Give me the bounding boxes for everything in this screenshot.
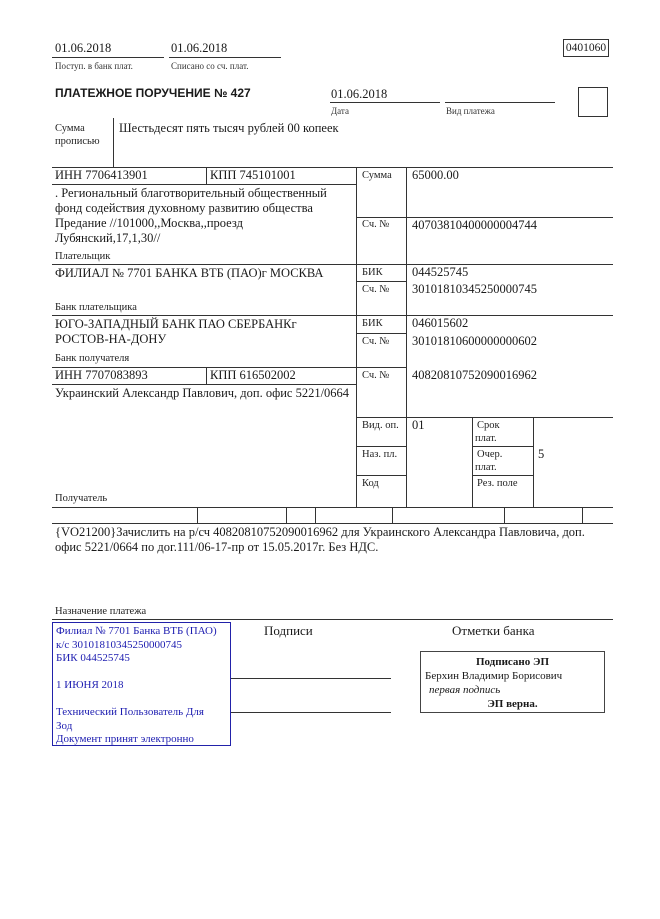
received-date-line (52, 57, 164, 58)
ocher-label: Очер. (477, 449, 503, 460)
grid-line (52, 264, 613, 265)
digital-signature-box (420, 651, 605, 713)
ocher-value: 5 (538, 447, 545, 461)
recipient-bank-label: Банк получателя (55, 353, 130, 364)
payer-inn: ИНН 7706413901 (55, 168, 148, 182)
signed-title: Подписано ЭП (475, 656, 550, 668)
stamp-line: БИК 044525745 (56, 652, 130, 664)
amount-words-divider (113, 118, 114, 168)
tax-field-divider (315, 507, 316, 523)
form-code-box: 0401060 (563, 39, 609, 57)
tax-field-divider (504, 507, 505, 523)
stamp-spacer (56, 693, 227, 707)
payment-type-label: Вид платежа (446, 106, 495, 116)
vid-op-value: 01 (412, 418, 425, 432)
kod-label: Код (362, 478, 379, 489)
grid-line (52, 384, 356, 385)
payer-label: Плательщик (55, 251, 111, 262)
grid-line (356, 367, 406, 368)
recipient-account-label: Сч. № (362, 370, 390, 381)
signature-verified: ЭП верна. (487, 698, 538, 710)
payer-kpp: КПП 745101001 (210, 168, 296, 182)
recipient-inn: ИНН 7707083893 (55, 368, 148, 382)
grid-line (52, 523, 613, 524)
tax-field-divider (197, 507, 198, 523)
payer-name-line: Предание //101000,,Москва,,проезд (55, 216, 243, 230)
grid-line (356, 475, 406, 476)
bank-stamp (52, 622, 231, 746)
purpose-line: {VO21200}Зачислить на р/сч 40820810752090016962 для Украинского Александра Павловича, доп. (55, 525, 585, 539)
payer-bank-label: Банк плательщика (55, 302, 137, 313)
grid-line (52, 184, 356, 185)
recipient-bank-bik-label: БИК (362, 318, 383, 329)
recipient-label: Получатель (55, 493, 108, 504)
signature-line-1 (231, 678, 391, 679)
bank-marks-label: Отметки банка (452, 623, 535, 638)
grid-line (356, 333, 406, 334)
ocher-label-2: плат. (475, 462, 497, 473)
page-title: ПЛАТЕЖНОЕ ПОРУЧЕНИЕ № 427 (55, 86, 251, 100)
stamp-line: Зод (56, 719, 73, 732)
grid-line (472, 446, 533, 447)
payment-type-line (445, 102, 555, 103)
received-date-label: Поступ. в банк плат. (55, 61, 133, 71)
recipient-bank-name-line: ЮГО-ЗАПАДНЫЙ БАНК ПАО СБЕРБАНКг (55, 317, 297, 331)
signature-line-2 (231, 712, 391, 713)
grid-line (356, 281, 406, 282)
payer-bank-corr-account: 30101810345250000745 (412, 282, 537, 296)
document-date: 01.06.2018 (331, 87, 388, 101)
recipient-bank-corr-label: Сч. № (362, 336, 390, 347)
payer-bank-name: ФИЛИАЛ № 7701 БАНКА ВТБ (ПАО)г МОСКВА (55, 266, 324, 280)
status-box (578, 87, 608, 117)
grid-line (356, 167, 357, 507)
date-line (330, 102, 440, 103)
payer-name-line: Лубянский,17,1,30// (55, 231, 161, 245)
tax-field-divider (392, 507, 393, 523)
purpose-line: офис 5221/0664 по дог.111/06-17-пр от 15.05.2017г. Без НДС. (55, 540, 379, 554)
signature-type: первая подпись (429, 684, 501, 696)
grid-line (52, 507, 613, 508)
vid-op-label: Вид. оп. (362, 420, 399, 431)
grid-line (472, 417, 473, 507)
purpose-label: Назначение платежа (55, 606, 147, 617)
tax-field-divider (286, 507, 287, 523)
stamp-line: к/с 30101810345250000745 (56, 638, 183, 651)
amount-label: Сумма (362, 170, 392, 181)
signer-name: Берхин Владимир Борисович (425, 670, 563, 682)
grid-line (356, 417, 613, 418)
amount-words-value: Шестьдесят пять тысяч рублей 00 копеек (119, 121, 339, 135)
payer-bank-bik-label: БИК (362, 267, 383, 278)
payer-bank-bik: 044525745 (412, 265, 469, 279)
stamp-line: Документ принят электронно (56, 733, 194, 745)
debited-date: 01.06.2018 (171, 41, 228, 55)
payer-bank-corr-label: Сч. № (362, 284, 390, 295)
naz-pl-label: Наз. пл. (362, 449, 398, 460)
stamp-line: Технический Пользователь Для (56, 706, 204, 718)
amount-words-label-2: прописью (55, 136, 100, 147)
stamp-spacer (56, 666, 227, 680)
recipient-bank-corr-account: 30101810600000000602 (412, 334, 537, 348)
debited-date-label: Списано со сч. плат. (171, 61, 249, 71)
srok-label-2: плат. (475, 433, 497, 444)
grid-line (206, 167, 207, 184)
amount-words-label-1: Сумма (55, 123, 85, 134)
grid-line (356, 446, 406, 447)
stamp-line: 1 ИЮНЯ 2018 (56, 679, 124, 691)
recipient-bank-name-line: РОСТОВ-НА-ДОНУ (55, 332, 167, 346)
grid-line (406, 167, 407, 507)
debited-date-line (169, 57, 281, 58)
recipient-name: Украинский Александр Павлович, доп. офис 5221/0664 (55, 386, 350, 400)
recipient-account: 40820810752090016962 (412, 368, 537, 382)
signatures-label: Подписи (264, 623, 313, 638)
payer-name-line: фонд содействия духовному развитию общества (55, 201, 313, 215)
grid-line (206, 367, 207, 384)
payer-account-label: Сч. № (362, 219, 390, 230)
payer-account-value: 40703810400000004744 (412, 218, 537, 232)
recipient-bank-bik: 046015602 (412, 316, 469, 330)
stamp-line: Филиал № 7701 Банка ВТБ (ПАО) (56, 625, 217, 637)
date-label: Дата (331, 106, 349, 116)
grid-line (472, 475, 533, 476)
purpose-bottom-line (52, 619, 613, 620)
recipient-kpp: КПП 616502002 (210, 368, 296, 382)
payer-name-line: . Региональный благотворительный общественный (55, 186, 327, 200)
received-date: 01.06.2018 (55, 41, 112, 55)
amount-value: 65000.00 (412, 168, 459, 182)
rez-pole-label: Рез. поле (477, 478, 518, 489)
srok-label: Срок (477, 420, 500, 431)
grid-line (533, 417, 534, 507)
grid-line (52, 315, 613, 316)
tax-field-divider (582, 507, 583, 523)
